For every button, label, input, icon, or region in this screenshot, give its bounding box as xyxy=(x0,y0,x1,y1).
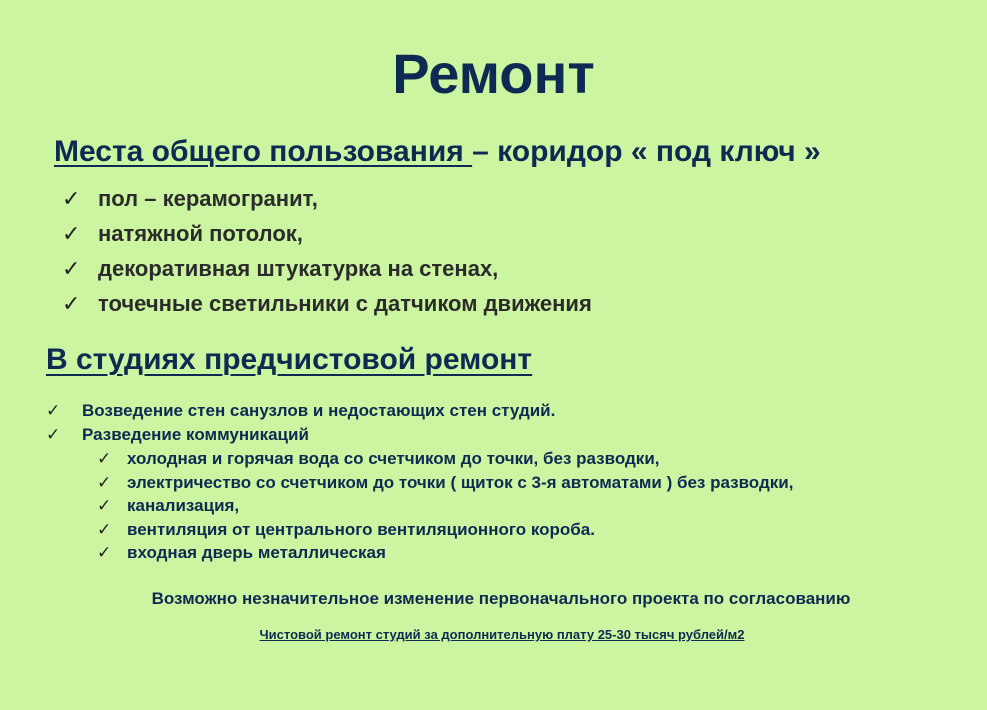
list-item xyxy=(62,184,592,219)
list-item-text: декоративная штукатурка на стенах, xyxy=(98,256,499,281)
common-areas-heading-underlined: Места общего пользования xyxy=(54,135,473,168)
checkmark-icon: ✓ xyxy=(62,256,81,281)
list-item xyxy=(97,542,793,566)
list-item-text: Возведение стен санузлов и недостающих стен студий. xyxy=(82,401,556,420)
list-item-text: точечные светильники с датчиком движения xyxy=(98,291,592,316)
checkmark-icon: ✓ xyxy=(62,186,81,211)
list-item xyxy=(97,472,793,496)
list-item-text: входная дверь металлическая xyxy=(127,543,386,562)
common-areas-heading-rest: – коридор « под ключ » xyxy=(472,135,821,168)
checkmark-icon: ✓ xyxy=(97,543,112,562)
list-item xyxy=(62,289,592,324)
checkmark-icon: ✓ xyxy=(62,221,81,246)
checkmark-icon: ✓ xyxy=(97,449,112,468)
list-item-text: холодная и горячая вода со счетчиком до точки, без разводки, xyxy=(127,449,660,468)
checkmark-icon: ✓ xyxy=(97,519,112,539)
list-item-text: вентиляция от центрального вентиляционного короба. xyxy=(127,519,595,539)
list-item-text: натяжной потолок, xyxy=(98,221,303,246)
checkmark-icon: ✓ xyxy=(97,472,112,492)
list-item-text: электричество со счетчиком до точки ( щиток с 3-я автоматами ) без разводки, xyxy=(127,472,794,492)
list-item-text: канализация, xyxy=(127,496,240,515)
list-item xyxy=(62,254,592,289)
list-item-text: пол – керамогранит, xyxy=(98,186,318,211)
list-item xyxy=(46,400,555,424)
checkmark-icon: ✓ xyxy=(46,401,61,420)
studios-list xyxy=(46,400,555,448)
finishing-price-note: Чистовой ремонт студий за дополнительную плату 25-30 тысяч рублей/м2 xyxy=(259,627,745,642)
list-item xyxy=(97,519,793,543)
page-title: Ремонт xyxy=(392,42,595,105)
list-item xyxy=(97,495,793,519)
checkmark-icon: ✓ xyxy=(46,425,61,444)
common-areas-list xyxy=(62,184,592,324)
checkmark-icon: ✓ xyxy=(62,291,81,316)
common-areas-heading xyxy=(54,134,821,170)
list-item-text: Разведение коммуникаций xyxy=(82,425,309,444)
studios-heading: В студиях предчистовой ремонт xyxy=(46,343,533,376)
list-item xyxy=(62,219,592,254)
list-item xyxy=(97,448,793,472)
project-change-note: Возможно незначительное изменение первоначального проекта по согласованию xyxy=(151,589,851,608)
list-item xyxy=(46,424,555,448)
checkmark-icon: ✓ xyxy=(97,496,112,515)
communications-sublist xyxy=(97,448,793,566)
